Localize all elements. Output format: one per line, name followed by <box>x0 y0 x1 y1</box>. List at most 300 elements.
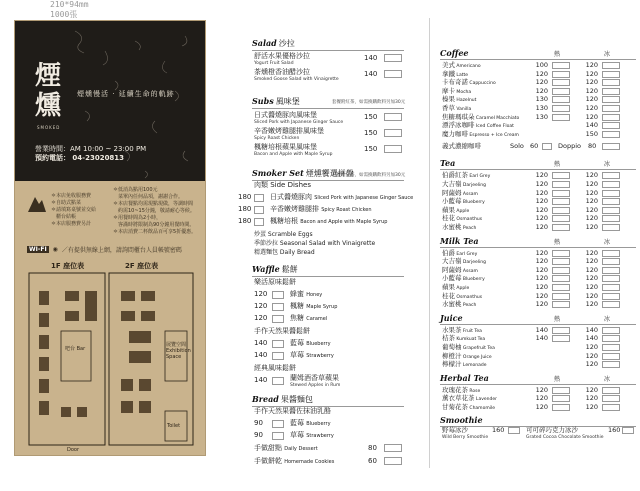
order-box[interactable] <box>254 218 264 226</box>
divider <box>440 384 636 385</box>
item-name-en: Honey <box>306 292 323 298</box>
order-box[interactable] <box>602 143 620 150</box>
item-name: 日式醬燒豚肉 <box>270 193 312 201</box>
espresso-doppio-price: 80 <box>588 142 597 151</box>
item-name-en: Earl Grey <box>468 174 491 180</box>
hot-price: 140 <box>535 334 548 343</box>
item-name: 卡布奇諾 <box>442 78 468 87</box>
menu-item[interactable] <box>290 431 334 441</box>
section-title-cn: 鬆餅 <box>281 265 298 274</box>
menu-item[interactable] <box>442 223 476 233</box>
item-price: 150 <box>364 145 378 153</box>
order-box[interactable] <box>552 215 570 222</box>
item-price: 140 <box>364 54 378 62</box>
item-name-en: Kumkuat Tea <box>455 337 486 343</box>
wifi-badge: WI-FI <box>29 246 47 253</box>
order-box[interactable] <box>602 404 620 411</box>
hot-price: 100 <box>535 61 548 69</box>
order-box[interactable] <box>552 79 570 86</box>
menu-item[interactable] <box>290 302 337 312</box>
item-name-en: Earl Grey <box>455 251 478 257</box>
item-price: 60 <box>368 457 377 465</box>
item-name-en: Assam <box>461 268 478 274</box>
phone-number: 預約電話： 04-23020813 <box>35 154 125 162</box>
order-box[interactable] <box>552 105 570 112</box>
section-title: Milk Tea <box>440 235 479 246</box>
hot-price: 120 <box>535 394 548 403</box>
order-box[interactable] <box>602 387 620 394</box>
item-name: 魔力咖啡 <box>442 129 468 138</box>
menu-item[interactable] <box>442 360 487 370</box>
item-name: 藍莓 <box>290 419 304 427</box>
item-name: 香草 <box>442 104 455 112</box>
note-line: 櫃台結帳 <box>51 214 77 220</box>
section-title-cn: 風味堡 <box>275 97 300 106</box>
item-name: 玫瑰花茶 <box>442 385 468 394</box>
item-name-en: Sliced Pork with Japanese Ginger Sauce <box>314 195 414 201</box>
order-box[interactable] <box>552 293 570 300</box>
order-box[interactable] <box>272 420 284 428</box>
order-box[interactable] <box>602 301 620 308</box>
item-name-en: Smoked Goose Salad with Vinaigrette <box>254 77 339 82</box>
order-box[interactable] <box>384 145 402 153</box>
note-line: ＊本店消費二杯飲品百可享5折優惠。 <box>113 229 197 235</box>
section-title: Coffee <box>440 48 469 58</box>
menu-item[interactable] <box>254 444 318 454</box>
item-name: 蘭姆酒香草蘋果 <box>290 374 339 382</box>
item-price: 80 <box>368 444 377 452</box>
order-box[interactable] <box>602 207 620 214</box>
note-line: 客滿時將限制為90分鐘用餐時間。 <box>113 222 195 228</box>
ice-price: 120 <box>585 205 598 214</box>
item-price: 180 <box>238 205 252 213</box>
logo: 煙燻 <box>35 61 62 121</box>
item-name: 辛香嫩烤雞腿排風味堡 <box>254 127 324 135</box>
item-price: 150 <box>364 129 378 137</box>
ice-price: 120 <box>585 61 598 69</box>
section-title-cn: 煙燻饗選拼盤 <box>305 169 354 178</box>
order-box[interactable] <box>602 122 620 129</box>
item-name-en: Iced Coffee Float <box>474 124 514 130</box>
door-label: Door <box>67 447 80 453</box>
ice-price: 120 <box>585 86 598 95</box>
note-line: 約需10~15分鐘，敬請耐心等候。 <box>113 208 195 214</box>
exhibition-label: 展覽空間 Exhibition Space <box>166 342 191 360</box>
order-box[interactable] <box>272 291 284 299</box>
order-box[interactable] <box>602 131 620 138</box>
ice-price: 120 <box>585 248 598 257</box>
menu-item[interactable] <box>442 130 519 140</box>
order-box[interactable] <box>552 207 570 214</box>
order-box[interactable] <box>602 198 620 205</box>
hot-price: 120 <box>535 197 548 206</box>
order-box[interactable] <box>602 105 620 112</box>
ice-header: 冰 <box>604 375 611 383</box>
order-box[interactable] <box>552 258 570 265</box>
ice-header: 冰 <box>604 238 611 246</box>
order-box[interactable] <box>602 258 620 265</box>
order-box[interactable] <box>384 113 402 121</box>
item-name: 摩卡 <box>442 86 455 95</box>
hot-header: 熱 <box>554 51 561 58</box>
section-title: Tea <box>440 158 456 169</box>
order-box[interactable] <box>602 361 620 368</box>
note-line: ＊自助式點菜 <box>51 200 82 206</box>
order-box[interactable] <box>272 377 284 385</box>
order-box[interactable] <box>602 267 620 274</box>
ice-price: 120 <box>585 360 598 369</box>
hot-price: 120 <box>535 403 548 411</box>
order-box[interactable] <box>384 457 402 465</box>
order-box[interactable] <box>552 71 570 78</box>
item-name: 伯爵 <box>442 248 455 257</box>
item-name: 檸檬汁 <box>442 360 462 369</box>
menu-item[interactable] <box>254 457 334 467</box>
item-name-en: Grated Cocoa Chocolate Smoothie <box>526 434 604 440</box>
section-title: Herbal Tea <box>440 372 489 383</box>
order-box[interactable] <box>254 194 264 202</box>
item-name: 漂浮冰咖啡 <box>442 121 475 130</box>
order-box[interactable] <box>552 224 570 231</box>
espresso-solo-price: 60 <box>530 142 539 151</box>
item-name: 薰衣草花茶 <box>442 394 475 403</box>
item-price: 140 <box>364 70 378 78</box>
section-title: Salad <box>252 38 277 48</box>
item-price: 160 <box>492 425 505 434</box>
opening-hours: 營業時間：AM 10:00 ~ 23:00 PM <box>35 145 147 153</box>
menu-item[interactable] <box>270 193 413 203</box>
item-name: 手做甜點 <box>254 444 282 452</box>
order-box[interactable] <box>384 129 402 137</box>
item-name-en: Mocha <box>455 89 472 95</box>
order-box[interactable] <box>602 250 620 257</box>
hours-block <box>35 145 146 163</box>
item-name-en: Daily Dessert <box>284 446 318 452</box>
bread-group: 手作天然果醬佐抹油乳酪 <box>254 407 331 415</box>
order-box[interactable] <box>552 284 570 291</box>
hot-price: 120 <box>535 78 548 87</box>
order-box[interactable] <box>552 267 570 274</box>
order-box[interactable] <box>602 395 620 402</box>
item-name: 楓糖培根 <box>270 217 298 225</box>
ice-price: 140 <box>585 121 598 130</box>
item-name: 小藍莓 <box>442 274 462 283</box>
item-name-en: Darjeeling <box>461 260 486 266</box>
divider <box>440 247 636 248</box>
notes-left <box>51 193 96 228</box>
item-price: 180 <box>238 193 252 201</box>
order-box[interactable] <box>602 224 620 231</box>
item-name: 水果茶 <box>442 325 462 334</box>
order-box[interactable] <box>552 62 570 69</box>
menu-item[interactable] <box>270 217 387 227</box>
notes-right <box>113 187 196 236</box>
order-box[interactable] <box>552 96 570 103</box>
item-name: 柳橙汁 <box>442 351 462 360</box>
order-box[interactable] <box>552 404 570 411</box>
order-box[interactable] <box>602 275 620 282</box>
order-box[interactable] <box>552 335 570 342</box>
order-box[interactable] <box>602 96 620 103</box>
item-name-en: Peach <box>461 226 477 231</box>
hot-price: 120 <box>535 283 548 291</box>
hot-price: 120 <box>535 171 548 180</box>
cover-image <box>15 21 206 181</box>
menu-item[interactable] <box>290 419 331 429</box>
order-box[interactable] <box>508 427 520 434</box>
ice-header: 冰 <box>604 315 611 323</box>
item-name-en: Bacon and Apple with Maple Syrup <box>254 152 333 157</box>
item-name: 舒活水果優格沙拉 <box>254 52 310 60</box>
note-line: ＊本店服務費另計 <box>51 221 92 227</box>
item-price: 120 <box>254 314 268 322</box>
ice-price: 120 <box>585 257 598 266</box>
order-box[interactable] <box>602 71 620 78</box>
ice-price: 120 <box>585 283 598 291</box>
note-line: ＊請填寫桌號並交給 <box>51 207 97 213</box>
item-name-en: Caramel <box>306 316 328 322</box>
hot-price: 130 <box>535 104 548 112</box>
order-box[interactable] <box>552 327 570 334</box>
item-name: 阿薩姆 <box>442 188 462 197</box>
item-name: 水蜜桃 <box>442 300 462 309</box>
divider <box>252 108 404 109</box>
item-name-en: Orange Juice <box>461 354 492 360</box>
item-price: 90 <box>254 431 263 439</box>
order-box[interactable] <box>602 114 620 121</box>
wifi-info <box>27 245 182 254</box>
order-box[interactable] <box>602 327 620 334</box>
order-box[interactable] <box>384 70 402 78</box>
hot-price: 120 <box>535 265 548 274</box>
menu-item[interactable] <box>290 351 334 361</box>
ice-price: 120 <box>585 351 598 360</box>
item-name: 桔茶 <box>442 334 455 343</box>
wifi-text: ／有提供無線上網，請詢問櫃台人員帳號密碼 <box>61 247 182 254</box>
hot-price: 120 <box>535 180 548 188</box>
order-box[interactable] <box>542 143 552 150</box>
menu-item[interactable] <box>290 314 327 324</box>
section-title: Waffle <box>252 264 280 274</box>
item-price: 180 <box>238 217 252 225</box>
order-box[interactable] <box>254 206 264 214</box>
order-box[interactable] <box>552 387 570 394</box>
order-box[interactable] <box>272 432 284 440</box>
ice-price: 120 <box>585 69 598 78</box>
item-name: 焦糖瑪琪朵 <box>442 112 475 121</box>
brand-panel <box>14 20 206 456</box>
item-name-en: Wild Berry Smoothie <box>442 434 489 440</box>
item-name-en: Strawberry <box>306 353 334 359</box>
hot-price: 120 <box>535 300 548 309</box>
section-heading <box>252 38 404 49</box>
logo-subtitle: SMOKED <box>37 125 61 130</box>
divider <box>252 276 404 277</box>
item-name: 草莓 <box>290 431 304 439</box>
hot-header: 熱 <box>554 375 561 383</box>
order-box[interactable] <box>602 62 620 69</box>
order-box[interactable] <box>552 172 570 179</box>
item-name: 桂花 <box>442 214 455 223</box>
menu-item[interactable] <box>254 68 339 82</box>
menu-item[interactable] <box>254 52 310 66</box>
order-box[interactable] <box>602 284 620 291</box>
section-waffle <box>252 264 404 277</box>
item-name: 楓糖 <box>290 302 304 310</box>
item-name: 水蜜桃 <box>442 223 462 231</box>
floor-plan <box>25 261 197 456</box>
item-name: 蜂蜜 <box>290 290 304 298</box>
menu-item[interactable] <box>442 300 476 310</box>
hot-header: 熱 <box>554 238 561 246</box>
ice-price: 150 <box>585 129 598 138</box>
item-name-en: Blueberry <box>306 341 331 347</box>
order-box[interactable] <box>272 352 284 360</box>
ice-price: 120 <box>585 265 598 274</box>
hot-price: 120 <box>535 274 548 283</box>
order-box[interactable] <box>602 293 620 300</box>
item-name: 草莓 <box>290 351 304 359</box>
order-box[interactable] <box>602 181 620 188</box>
item-name-en: Darjeeling <box>461 183 486 188</box>
order-box[interactable] <box>552 114 570 121</box>
item-name: 甘菊花茶 <box>442 403 468 411</box>
section-title: Juice <box>440 312 463 323</box>
item-name-en: Espresso + Ice Cream <box>468 132 519 138</box>
floor2-label: 2F 座位表 <box>125 262 159 270</box>
order-box[interactable] <box>552 198 570 205</box>
menu-item[interactable] <box>526 426 604 440</box>
order-box[interactable] <box>384 54 402 62</box>
waffle-group: 手作天然果醬鬆餅 <box>254 327 310 335</box>
menu-item[interactable] <box>254 143 333 157</box>
hot-price: 120 <box>535 69 548 78</box>
order-box[interactable] <box>552 301 570 308</box>
hot-price: 120 <box>535 385 548 394</box>
hot-price: 120 <box>535 188 548 197</box>
bar-label: 吧台 Bar <box>65 346 86 352</box>
order-box[interactable] <box>602 88 620 95</box>
note-line: 菜單內任何品項，謝謝合作。 <box>113 194 184 200</box>
order-box[interactable] <box>272 303 284 311</box>
menu-item[interactable] <box>442 403 495 413</box>
item-name: 小藍莓 <box>442 197 462 206</box>
order-box[interactable] <box>272 315 284 323</box>
item-name-en: Bacon and Apple with Maple Syrup <box>300 219 388 225</box>
item-name-en: Stewed Apples in Rum <box>290 383 341 388</box>
item-name-en: Vanilla <box>455 107 472 112</box>
menu-page <box>224 18 640 468</box>
order-box[interactable] <box>602 344 620 351</box>
ice-header: 冰 <box>604 51 611 58</box>
item-name: 蘋果 <box>442 283 455 291</box>
spec-qty: 1000張 <box>50 10 78 19</box>
ice-price: 120 <box>585 78 598 87</box>
divider <box>252 50 404 51</box>
section-title: Bread <box>252 394 279 404</box>
menu-item[interactable] <box>442 426 488 440</box>
item-name-en: Grapefruit Tea <box>461 346 495 351</box>
hot-price: 120 <box>535 257 548 266</box>
item-name-en: Apple <box>455 286 470 291</box>
item-name-en: Blueberry <box>461 200 485 206</box>
item-name-en: Apple <box>455 208 470 214</box>
ice-price: 120 <box>585 95 598 104</box>
item-name-en: Hazelnut <box>455 98 477 104</box>
item-name: 阿薩姆 <box>442 265 462 274</box>
hot-price: 120 <box>535 223 548 231</box>
order-box[interactable] <box>602 215 620 222</box>
menu-item[interactable] <box>254 127 324 141</box>
order-box[interactable] <box>552 250 570 257</box>
waffle-group: 樂活原味鬆餅 <box>254 278 296 286</box>
item-name-en: Fruit Tea <box>461 328 482 334</box>
ice-price: 120 <box>585 385 598 394</box>
item-name: 榛果 <box>442 95 455 104</box>
order-box[interactable] <box>552 395 570 402</box>
item-name-en: Homemade Cookies <box>284 459 335 465</box>
order-box[interactable] <box>602 353 620 360</box>
section-bread <box>252 394 404 407</box>
order-box[interactable] <box>272 340 284 348</box>
section-title: Smoothie <box>440 414 483 425</box>
section-heading <box>252 264 404 275</box>
order-box[interactable] <box>602 190 620 197</box>
item-name: 日式醬燒豚肉風味堡 <box>254 111 317 119</box>
hot-price: 120 <box>535 86 548 95</box>
hot-header: 熱 <box>554 315 561 323</box>
hot-price: 130 <box>535 95 548 104</box>
item-name-en: Yogurt Fruit Salad <box>254 61 294 66</box>
item-price: 140 <box>254 376 268 384</box>
ice-price: 120 <box>585 300 598 309</box>
ice-price: 120 <box>585 403 598 411</box>
section-title: Subs <box>252 96 274 106</box>
item-name-en: Cappuccino <box>468 81 496 87</box>
item-name-en: Sliced Pork with Japanese Ginger Sauce <box>254 120 344 125</box>
wifi-icon: ◉ <box>52 246 58 253</box>
note-line: ＊本店免收服務費 <box>51 193 92 199</box>
section-title-cn: 果醬麵包 <box>280 395 313 404</box>
menu-item[interactable] <box>254 111 343 125</box>
note-line: ＊本店餐點均需現點現做，等調時間 <box>113 201 194 207</box>
item-name: 可可碎巧克力冰沙 <box>526 425 578 434</box>
item-name-en: Peach <box>461 303 477 309</box>
order-box[interactable] <box>552 88 570 95</box>
order-box[interactable] <box>602 172 620 179</box>
hot-price: 120 <box>535 214 548 223</box>
ice-price: 120 <box>585 197 598 206</box>
order-box[interactable] <box>602 79 620 86</box>
column-divider <box>429 18 430 468</box>
platter-extra: 精選麵包 Daily Bread <box>254 249 315 256</box>
order-box[interactable] <box>552 190 570 197</box>
item-name-en: Americano <box>455 64 481 69</box>
order-box[interactable] <box>552 275 570 282</box>
order-box[interactable] <box>602 335 620 342</box>
ice-price: 120 <box>585 171 598 180</box>
item-name-en: Osmanthus <box>455 294 483 300</box>
order-box[interactable] <box>622 427 634 434</box>
divider <box>440 169 636 170</box>
menu-item[interactable] <box>270 205 372 215</box>
menu-item[interactable] <box>290 290 322 300</box>
menu-item[interactable] <box>290 374 340 388</box>
order-box[interactable] <box>552 181 570 188</box>
item-name: 藍莓 <box>290 339 304 347</box>
menu-item[interactable] <box>290 339 331 349</box>
order-box[interactable] <box>384 444 402 452</box>
